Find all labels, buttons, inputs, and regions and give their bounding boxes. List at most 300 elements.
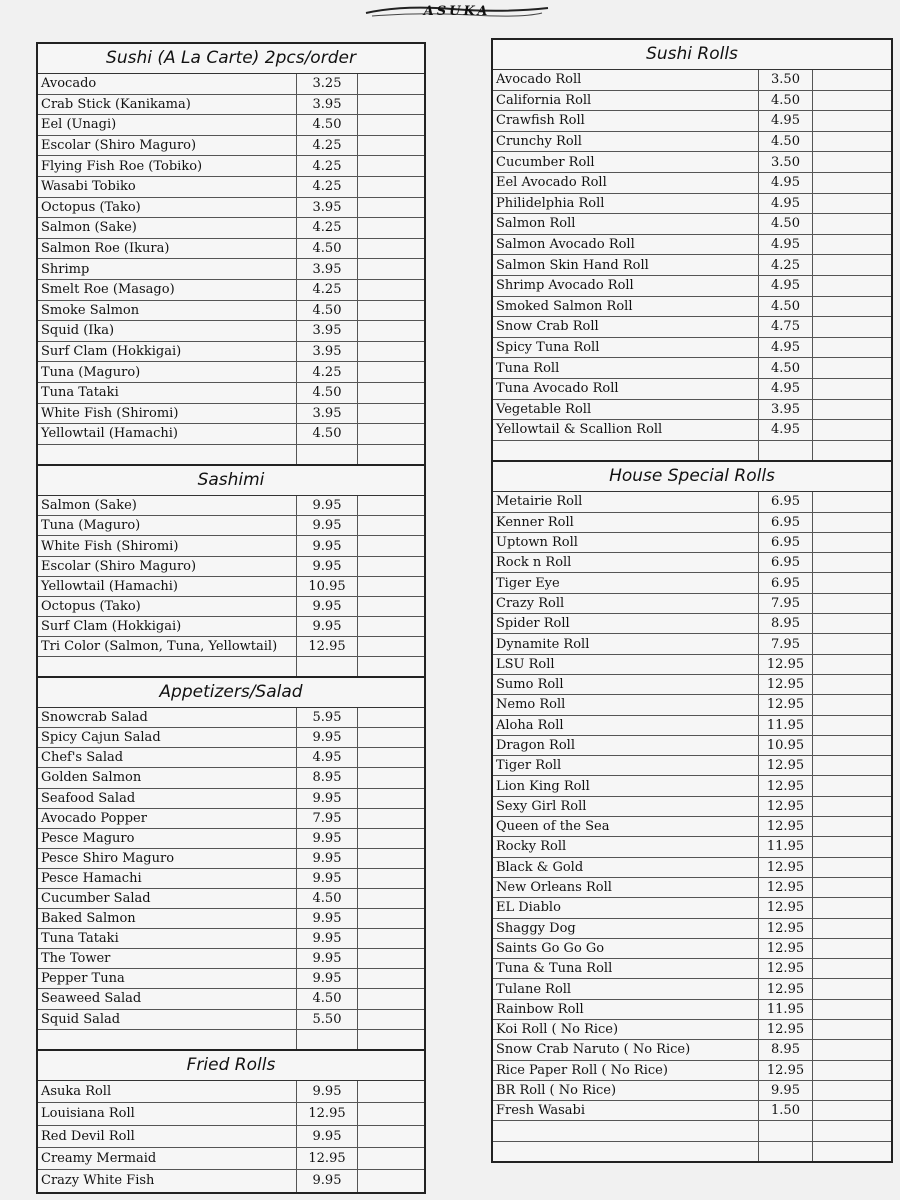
menu-item-row	[493, 1040, 891, 1060]
item-price: 6.95	[759, 553, 813, 572]
menu-item-row	[493, 338, 891, 359]
item-price: 4.95	[759, 338, 813, 358]
item-name: Sexy Girl Roll	[493, 797, 759, 816]
menu-item-row	[38, 177, 424, 198]
item-price: 4.50	[759, 91, 813, 111]
menu-item-row	[38, 74, 424, 95]
menu-item-row	[493, 194, 891, 215]
menu-item-row	[38, 342, 424, 363]
blank-cell	[358, 424, 424, 444]
item-price: 9.95	[759, 1081, 813, 1100]
menu-section-house-special-rolls	[491, 460, 893, 1163]
item-name: Crunchy Roll	[493, 132, 759, 152]
item-price: 11.95	[759, 1000, 813, 1019]
blank-cell	[813, 1121, 891, 1140]
menu-item-row	[493, 736, 891, 756]
item-name: Philidelphia Roll	[493, 194, 759, 214]
item-name: Uptown Roll	[493, 533, 759, 552]
menu-item-row	[38, 657, 424, 676]
item-price: 9.95	[297, 849, 358, 868]
blank-cell	[813, 716, 891, 735]
menu-item-row	[493, 675, 891, 695]
blank-cell	[813, 214, 891, 234]
blank-cell	[358, 301, 424, 321]
item-name: Rainbow Roll	[493, 1000, 759, 1019]
item-price: 4.50	[759, 297, 813, 317]
item-name: Squid (Ika)	[38, 321, 297, 341]
item-price: 7.95	[759, 634, 813, 653]
item-price: 4.25	[297, 136, 358, 156]
blank-cell	[358, 1081, 424, 1102]
blank-cell	[358, 362, 424, 382]
menu-item-row	[493, 214, 891, 235]
item-name: Avocado Popper	[38, 809, 297, 828]
item-price: 7.95	[759, 594, 813, 613]
item-price	[759, 1142, 813, 1161]
menu-item-row	[493, 1081, 891, 1101]
menu-section-sushi-rolls	[491, 38, 893, 460]
blank-cell	[358, 383, 424, 403]
item-name: Yellowtail (Hamachi)	[38, 424, 297, 444]
item-name: Tri Color (Salmon, Tuna, Yellowtail)	[38, 637, 297, 656]
menu-item-row	[493, 400, 891, 421]
blank-cell	[813, 756, 891, 775]
item-price: 3.95	[759, 400, 813, 420]
item-name: Escolar (Shiro Maguro)	[38, 136, 297, 156]
menu-item-row	[38, 445, 424, 465]
menu-item-row	[38, 424, 424, 445]
menu-column-right	[491, 38, 893, 1163]
item-name: Saints Go Go Go	[493, 939, 759, 958]
item-price: 10.95	[759, 736, 813, 755]
blank-cell	[813, 634, 891, 653]
menu-item-row	[38, 156, 424, 177]
item-price: 9.95	[297, 909, 358, 928]
blank-cell	[813, 400, 891, 420]
item-name: Snow Crab Naruto ( No Rice)	[493, 1040, 759, 1059]
blank-cell	[358, 1126, 424, 1147]
blank-cell	[813, 736, 891, 755]
blank-cell	[358, 768, 424, 787]
item-price: 9.95	[297, 1126, 358, 1147]
item-price: 8.95	[759, 1040, 813, 1059]
blank-cell	[813, 898, 891, 917]
item-price: 9.95	[297, 869, 358, 888]
item-name: Kenner Roll	[493, 513, 759, 532]
menu-item-row	[38, 929, 424, 949]
menu-item-row	[38, 969, 424, 989]
menu-item-row	[493, 716, 891, 736]
menu-item-row	[38, 949, 424, 969]
section-title: Appetizers/Salad	[38, 678, 424, 708]
item-name: Flying Fish Roe (Tobiko)	[38, 156, 297, 176]
blank-cell	[813, 255, 891, 275]
menu-item-row	[38, 218, 424, 239]
blank-cell	[813, 614, 891, 633]
blank-cell	[813, 533, 891, 552]
menu-section-sashimi	[36, 464, 426, 676]
blank-cell	[813, 492, 891, 511]
item-name: Black & Gold	[493, 858, 759, 877]
item-price: 4.25	[297, 156, 358, 176]
item-price: 12.95	[759, 797, 813, 816]
blank-cell	[813, 91, 891, 111]
menu-item-row	[493, 533, 891, 553]
item-price: 9.95	[297, 617, 358, 636]
menu-item-row	[38, 280, 424, 301]
menu-item-row	[493, 420, 891, 441]
item-price: 3.95	[297, 198, 358, 218]
item-name	[38, 1030, 297, 1049]
menu-item-row	[38, 829, 424, 849]
item-name: Yellowtail & Scallion Roll	[493, 420, 759, 440]
item-price: 7.95	[297, 809, 358, 828]
blank-cell	[813, 132, 891, 152]
item-name: White Fish (Shiromi)	[38, 536, 297, 555]
item-name: The Tower	[38, 949, 297, 968]
menu-item-row	[493, 152, 891, 173]
menu-item-row	[493, 441, 891, 461]
blank-cell	[358, 637, 424, 656]
blank-cell	[813, 817, 891, 836]
item-name: Smelt Roe (Masago)	[38, 280, 297, 300]
item-name: Avocado Roll	[493, 70, 759, 90]
item-price: 9.95	[297, 949, 358, 968]
menu-item-row	[493, 173, 891, 194]
blank-cell	[813, 776, 891, 795]
blank-cell	[358, 321, 424, 341]
item-name: Salmon Avocado Roll	[493, 235, 759, 255]
blank-cell	[358, 239, 424, 259]
blank-cell	[358, 95, 424, 115]
blank-cell	[813, 70, 891, 90]
blank-cell	[358, 218, 424, 238]
item-price: 12.95	[759, 858, 813, 877]
menu-item-row	[493, 695, 891, 715]
blank-cell	[358, 989, 424, 1008]
item-price: 9.95	[297, 516, 358, 535]
item-price: 12.95	[759, 898, 813, 917]
menu-item-row	[493, 1101, 891, 1121]
menu-item-row	[38, 1126, 424, 1148]
menu-item-row	[493, 837, 891, 857]
menu-item-row	[493, 1061, 891, 1081]
menu-item-row	[38, 516, 424, 536]
item-name	[38, 445, 297, 465]
item-name	[493, 1142, 759, 1161]
blank-cell	[358, 1010, 424, 1029]
item-name: Koi Roll ( No Rice)	[493, 1020, 759, 1039]
item-name: Creamy Mermaid	[38, 1148, 297, 1169]
item-price: 4.95	[759, 194, 813, 214]
item-name: Salmon Skin Hand Roll	[493, 255, 759, 275]
item-name: Escolar (Shiro Maguro)	[38, 557, 297, 576]
menu-item-row	[493, 878, 891, 898]
item-price: 11.95	[759, 837, 813, 856]
menu-item-row	[493, 317, 891, 338]
item-name: Fresh Wasabi	[493, 1101, 759, 1120]
item-price: 12.95	[759, 675, 813, 694]
blank-cell	[358, 1030, 424, 1049]
item-price: 8.95	[759, 614, 813, 633]
menu-item-row	[493, 358, 891, 379]
blank-cell	[358, 536, 424, 555]
blank-cell	[813, 1081, 891, 1100]
menu-item-row	[493, 379, 891, 400]
item-name: Nemo Roll	[493, 695, 759, 714]
item-name: Yellowtail (Hamachi)	[38, 577, 297, 596]
menu-item-row	[38, 1030, 424, 1049]
item-name: LSU Roll	[493, 655, 759, 674]
menu-section-sushi-a-la-carte-2pcs-order	[36, 42, 426, 464]
blank-cell	[813, 1061, 891, 1080]
item-name: Octopus (Tako)	[38, 597, 297, 616]
item-name: Dynamite Roll	[493, 634, 759, 653]
item-price: 12.95	[759, 817, 813, 836]
item-price: 4.50	[297, 115, 358, 135]
item-price: 9.95	[297, 789, 358, 808]
item-name: Metairie Roll	[493, 492, 759, 511]
menu-item-row	[38, 198, 424, 219]
menu-item-row	[493, 1000, 891, 1020]
blank-cell	[813, 553, 891, 572]
blank-cell	[813, 173, 891, 193]
menu-item-row	[38, 362, 424, 383]
item-price: 4.95	[759, 420, 813, 440]
item-name: Tuna Roll	[493, 358, 759, 378]
item-name: Red Devil Roll	[38, 1126, 297, 1147]
menu-item-row	[493, 91, 891, 112]
item-name: Wasabi Tobiko	[38, 177, 297, 197]
blank-cell	[358, 728, 424, 747]
item-name: Spicy Tuna Roll	[493, 338, 759, 358]
item-price: 11.95	[759, 716, 813, 735]
menu-item-row	[493, 255, 891, 276]
blank-cell	[358, 342, 424, 362]
menu-column-left	[36, 42, 426, 1194]
item-price: 9.95	[297, 969, 358, 988]
menu-item-row	[493, 297, 891, 318]
section-title: Fried Rolls	[38, 1051, 424, 1081]
item-name: Crawfish Roll	[493, 111, 759, 131]
section-title: Sashimi	[38, 466, 424, 496]
blank-cell	[358, 869, 424, 888]
blank-cell	[358, 929, 424, 948]
blank-cell	[358, 404, 424, 424]
item-price: 12.95	[759, 878, 813, 897]
menu-item-row	[38, 536, 424, 556]
item-price: 9.95	[297, 536, 358, 555]
menu-item-row	[38, 404, 424, 425]
blank-cell	[813, 797, 891, 816]
item-price: 12.95	[297, 1103, 358, 1124]
blank-cell	[358, 1170, 424, 1191]
menu-item-row	[38, 849, 424, 869]
item-name	[38, 657, 297, 676]
blank-cell	[358, 516, 424, 535]
menu-item-row	[493, 492, 891, 512]
blank-cell	[358, 177, 424, 197]
item-price: 3.25	[297, 74, 358, 94]
item-price: 8.95	[297, 768, 358, 787]
item-name: New Orleans Roll	[493, 878, 759, 897]
blank-cell	[813, 919, 891, 938]
item-price: 4.75	[759, 317, 813, 337]
menu-section-appetizers-salad	[36, 676, 426, 1049]
item-name: Salmon Roll	[493, 214, 759, 234]
blank-cell	[813, 1142, 891, 1161]
item-name: Squid Salad	[38, 1010, 297, 1029]
blank-cell	[813, 379, 891, 399]
item-name: Tulane Roll	[493, 979, 759, 998]
item-price: 12.95	[759, 979, 813, 998]
menu-item-row	[38, 259, 424, 280]
blank-cell	[813, 513, 891, 532]
item-price	[297, 445, 358, 465]
item-name: Sumo Roll	[493, 675, 759, 694]
item-price	[297, 1030, 358, 1049]
item-name: Salmon Roe (Ikura)	[38, 239, 297, 259]
blank-cell	[358, 445, 424, 465]
item-price: 1.50	[759, 1101, 813, 1120]
blank-cell	[358, 597, 424, 616]
item-name: Pesce Maguro	[38, 829, 297, 848]
item-price: 4.95	[759, 276, 813, 296]
item-name: Tuna (Maguro)	[38, 516, 297, 535]
item-price: 4.50	[297, 239, 358, 259]
item-name: Cucumber Roll	[493, 152, 759, 172]
item-price: 9.95	[297, 728, 358, 747]
item-price: 4.25	[297, 177, 358, 197]
item-name: Asuka Roll	[38, 1081, 297, 1102]
item-price: 4.25	[297, 218, 358, 238]
menu-item-row	[493, 797, 891, 817]
item-price: 12.95	[759, 959, 813, 978]
item-name: Spicy Cajun Salad	[38, 728, 297, 747]
item-name: Seafood Salad	[38, 789, 297, 808]
item-name: Smoke Salmon	[38, 301, 297, 321]
item-name	[493, 1121, 759, 1140]
item-price: 9.95	[297, 1170, 358, 1191]
item-price: 3.95	[297, 404, 358, 424]
blank-cell	[813, 194, 891, 214]
menu-item-row	[493, 919, 891, 939]
menu-item-row	[493, 1142, 891, 1161]
menu-item-row	[38, 748, 424, 768]
blank-cell	[358, 949, 424, 968]
item-price: 12.95	[759, 1020, 813, 1039]
item-price: 9.95	[297, 1081, 358, 1102]
menu-item-row	[493, 276, 891, 297]
item-name: Salmon (Sake)	[38, 218, 297, 238]
menu-item-row	[38, 321, 424, 342]
blank-cell	[813, 152, 891, 172]
item-name: Octopus (Tako)	[38, 198, 297, 218]
menu-item-row	[38, 869, 424, 889]
item-price: 6.95	[759, 492, 813, 511]
menu-item-row	[38, 889, 424, 909]
blank-cell	[813, 939, 891, 958]
item-price: 4.25	[759, 255, 813, 275]
blank-cell	[813, 338, 891, 358]
item-price: 5.95	[297, 708, 358, 727]
blank-cell	[813, 675, 891, 694]
item-price: 12.95	[759, 655, 813, 674]
item-price: 4.50	[759, 132, 813, 152]
menu-item-row	[38, 557, 424, 577]
blank-cell	[358, 259, 424, 279]
menu-item-row	[493, 756, 891, 776]
item-name: Rock n Roll	[493, 553, 759, 572]
menu-item-row	[493, 634, 891, 654]
blank-cell	[358, 1148, 424, 1169]
blank-cell	[813, 959, 891, 978]
item-name: Tiger Roll	[493, 756, 759, 775]
item-price: 4.50	[759, 214, 813, 234]
blank-cell	[358, 748, 424, 767]
item-name: Louisiana Roll	[38, 1103, 297, 1124]
menu-item-row	[38, 909, 424, 929]
menu-item-row	[493, 513, 891, 533]
blank-cell	[358, 156, 424, 176]
item-price: 3.50	[759, 70, 813, 90]
menu-item-row	[493, 898, 891, 918]
blank-cell	[813, 837, 891, 856]
menu-item-row	[493, 939, 891, 959]
item-name: Dragon Roll	[493, 736, 759, 755]
item-name: Eel Avocado Roll	[493, 173, 759, 193]
menu-item-row	[493, 1020, 891, 1040]
menu-item-row	[493, 979, 891, 999]
menu-item-row	[38, 95, 424, 116]
menu-item-row	[38, 1148, 424, 1170]
item-name: Pesce Shiro Maguro	[38, 849, 297, 868]
menu-item-row	[38, 597, 424, 617]
item-price: 12.95	[759, 695, 813, 714]
item-name: Smoked Salmon Roll	[493, 297, 759, 317]
blank-cell	[813, 573, 891, 592]
item-name: Snow Crab Roll	[493, 317, 759, 337]
menu-item-row	[38, 809, 424, 829]
item-price: 12.95	[759, 1061, 813, 1080]
item-price: 5.50	[297, 1010, 358, 1029]
menu-item-row	[38, 989, 424, 1009]
item-name: Rocky Roll	[493, 837, 759, 856]
menu-item-row	[493, 594, 891, 614]
item-price: 4.95	[759, 173, 813, 193]
item-price: 3.50	[759, 152, 813, 172]
menu-item-row	[38, 617, 424, 637]
menu-item-row	[38, 637, 424, 657]
item-name: Crazy Roll	[493, 594, 759, 613]
section-title: House Special Rolls	[493, 462, 891, 492]
blank-cell	[358, 708, 424, 727]
section-title: Sushi Rolls	[493, 40, 891, 70]
item-price: 4.25	[297, 362, 358, 382]
menu-item-row	[493, 959, 891, 979]
item-name: Pesce Hamachi	[38, 869, 297, 888]
item-price: 10.95	[297, 577, 358, 596]
item-price: 4.50	[297, 383, 358, 403]
item-name: Shrimp Avocado Roll	[493, 276, 759, 296]
menu-item-row	[493, 132, 891, 153]
blank-cell	[813, 111, 891, 131]
item-name: Vegetable Roll	[493, 400, 759, 420]
menu-item-row	[38, 768, 424, 788]
item-price: 12.95	[759, 756, 813, 775]
item-name: Cucumber Salad	[38, 889, 297, 908]
item-name: California Roll	[493, 91, 759, 111]
